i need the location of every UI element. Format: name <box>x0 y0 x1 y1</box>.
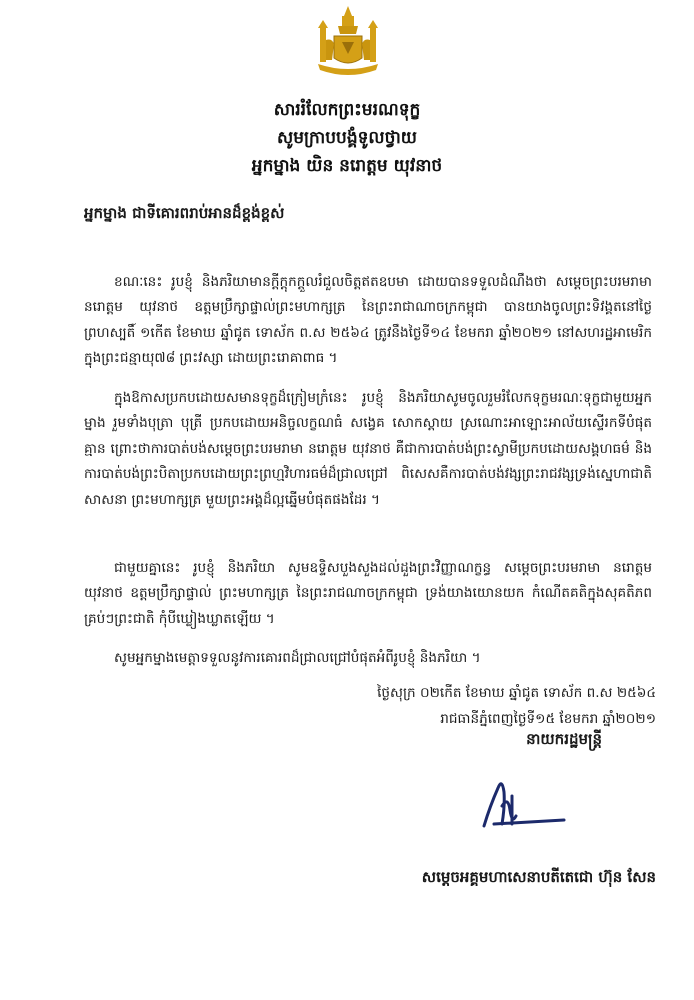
paragraph-prayer: ជាមួយគ្នានេះ រូបខ្ញុំ និងភរិយា សូមឧទ្ទិសបួងសួងដល់ដួងព្រះវិញ្ញាណក្ខន្ធ សម្តេចព្រះបរមរាមា នរោត្តម យុវនាថ ឧត្តមប្រឹក្សាផ្ទាល់ ព្រះមហាក្សត្រ នៃព្រះរាជណាចក្រកម្ពុជា ទ្រង់យាងយោនយក កំណើតគតិក្នុងសុគតិភពគ្រប់ៗព្រះជាតិ កុំបីឃ្លៀងឃ្លាតឡើយ ។ <box>84 559 652 627</box>
salutation: អ្នកម្នាង ជាទីគោរពរាប់អានដ៏ខ្ពង់ខ្ពស់ <box>84 204 285 222</box>
royal-emblem-icon <box>312 4 384 82</box>
signer-role: នាយករដ្ឋមន្ត្រី <box>526 730 602 748</box>
place-date: រាជធានីភ្នំពេញថ្ងៃទី១៥ ខែមករា ឆ្នាំ២០២១ <box>440 711 656 727</box>
letter-title-block <box>0 96 694 180</box>
paragraph-announcement: ខណៈនេះ រូបខ្ញុំ និងភរិយាមានក្ដីក្តុកក្តួលរំជួលចិត្តឥតឧបមា ដោយបានទទួលដំណឹងថា សម្តេចព្រះបរមរាមា នរោត្តម យុវនាថ ឧត្ដមប្រឹក្សាផ្ទាល់ព្រះមហាក្សត្រ នៃព្រះរាជាណាចក្រកម្ពុជា បានយាងចូលព្រះទិវង្គតនៅថ្ងៃព្រហស្បតិ៍ ១កើត ខែមាឃ ឆ្នាំជូត ទោស័ក ព.ស ២៥៦៤ ត្រូវនឹងថ្ងៃទី១៤ ខែមករា ឆ្នាំ២០២១ នៅសហរដ្ឋអាមេរិក ក្នុងព្រះជន្មាយុ៧៨ ព្រះវស្សា ដោយព្រះរោគាពាធ ។ <box>84 273 652 367</box>
signer-name: សម្តេចអគ្គមហាសេនាបតីតេជោ ហ៊ុន សែន <box>421 868 656 886</box>
title-line-condolence: សាររំលែកព្រះមរណទុក្ខ <box>273 100 421 120</box>
title-line-recipient: អ្នកម្នាង យិន នរោត្តម យុវនាថ <box>251 156 443 176</box>
paragraph-condolence: ក្នុងឱកាសប្រកបដោយសមានទុក្ខដ៏ក្រៀមក្រំនេះ រូបខ្ញុំ និងភរិយាសូមចូលរួមរំលែកទុក្ខមរណៈទុក្ខជាមួយអ្នកម្នាង រួមទាំងបុត្រា បុត្រី ប្រកបដោយអនិច្ចលក្ខណធំ សង្វេគ សោកស្តាយ ស្រណោះអាឡោះអាល័យស្ទើរកទីបំផុតគ្មាន ព្រោះថាការបាត់បង់សម្តេចព្រះបរមរាមា នរោត្តម យុវនាថ គឺជាការបាត់បង់ព្រះស្វាមីប្រកបដោយសង្គហធម៌ និងការបាត់បង់ព្រះបិតាប្រកបដោយព្រះព្រហ្មវិហារធម៌ដ៏ជ្រាលជ្រៅ ពិសេសគឺការបាត់បង់វង្សព្រះរាជវង្សទ្រង់ស្នេហាជាតិ សាសនា ព្រះមហាក្សត្រ មួយព្រះអង្គដ៏ល្អឆ្នើមបំផុតផងដែរ ។ <box>84 389 652 508</box>
lunar-date: ថ្ងៃសុក្រ ០២កើត ខែមាឃ ឆ្នាំជូត ទោស័ក ព.ស ២៥៦៤ <box>377 685 656 701</box>
date-block <box>377 680 656 732</box>
signature-icon <box>472 766 572 836</box>
paragraph-closing: សូមអ្នកម្នាងមេត្តាទទួលនូវការគោរពដ៏ជ្រាលជ្រៅបំផុតអំពីរូបខ្ញុំ និងភរិយា ។ <box>114 649 481 666</box>
title-line-address: សូមក្រាបបង្គំទូលថ្វាយ <box>277 128 417 148</box>
